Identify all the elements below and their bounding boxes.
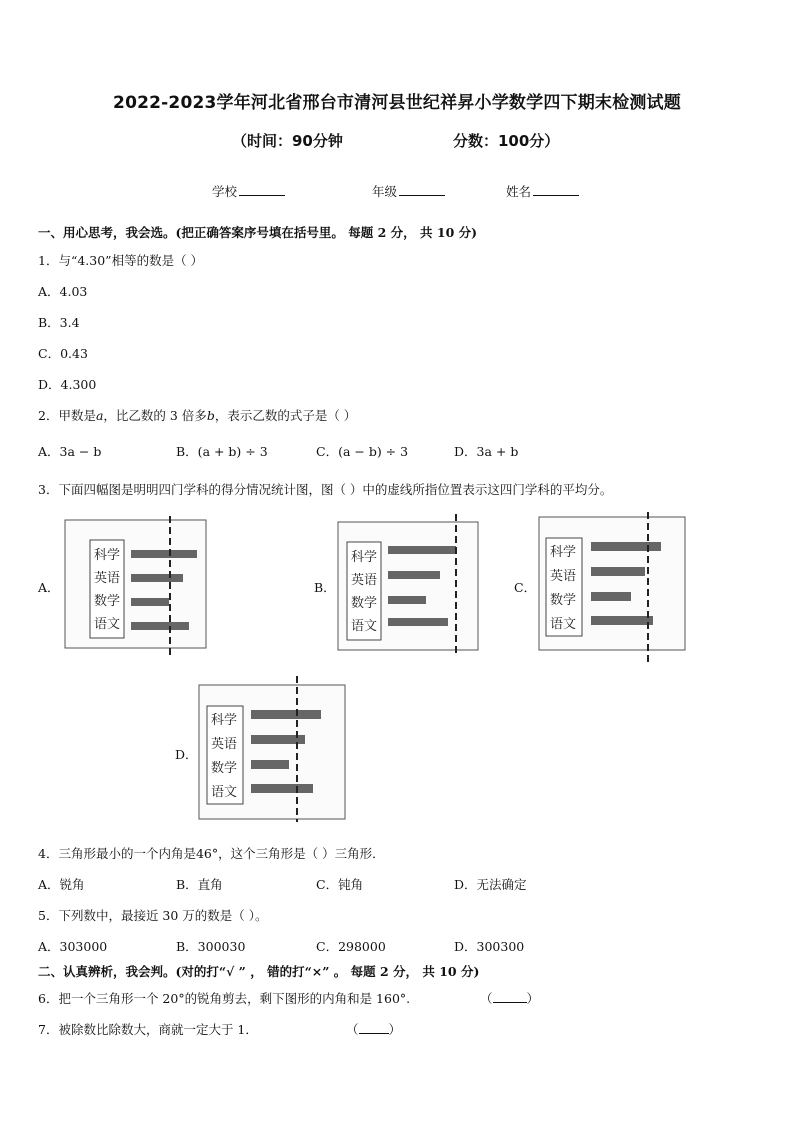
figure-d-bar-chinese (251, 784, 313, 793)
figure-c-chart[interactable] (538, 512, 688, 662)
question-2-stem: 2．甲数是a，比乙数的 3 倍多b，表示乙数的式子是（ ） (38, 408, 357, 423)
figure-a-subject-1: 科学 (94, 548, 121, 563)
exam-score: 分数：100分） (453, 132, 560, 150)
q1-option-c[interactable]: C．0.43 (38, 346, 88, 361)
question-1-stem: 1．与“4.30”相等的数是（ ） (38, 253, 204, 268)
figure-c-bar-science (591, 542, 661, 551)
question-6-stem: 6．把一个三角形一个 20°的锐角剪去，剩下图形的内角和是 160°. (38, 991, 411, 1006)
figure-d-bar-math (251, 760, 289, 769)
q5-option-b[interactable]: B．300030 (176, 939, 246, 954)
q4-option-a[interactable]: A．锐角 (38, 877, 85, 892)
school-blank[interactable] (239, 183, 285, 196)
figure-b-bar-math (388, 596, 426, 604)
q5-option-c[interactable]: C．298000 (316, 939, 386, 954)
question-7-stem: 7．被除数比除数大，商就一定大于 1． (38, 1022, 258, 1037)
figure-d-subject-3: 数学 (211, 761, 238, 776)
q5-option-d[interactable]: D．300300 (454, 939, 525, 954)
figure-b-bar-chinese (388, 618, 448, 626)
figure-c-subject-4: 语文 (550, 617, 577, 632)
q1-option-a[interactable]: A．4.03 (38, 284, 88, 299)
name-blank[interactable] (533, 183, 579, 196)
q1-option-b[interactable]: B．3.4 (38, 315, 80, 330)
figure-c-subject-2: 英语 (550, 569, 577, 584)
page-title: 2022-2023学年河北省邢台市清河县世纪祥昇小学数学四下期末检测试题 (113, 93, 681, 113)
figure-b-letter[interactable]: B． (314, 580, 336, 595)
q2-option-d[interactable]: D．3a + b (454, 444, 519, 459)
figure-a-subject-3: 数学 (94, 594, 121, 609)
figure-a-bar-english (131, 574, 183, 582)
figure-c-subject-1: 科学 (550, 545, 577, 560)
figure-d-letter[interactable]: D． (175, 747, 198, 762)
figure-b-bar-english (388, 571, 440, 579)
q7-answer-blank[interactable]: （ ） (346, 1022, 402, 1037)
figure-d-subject-2: 英语 (211, 737, 238, 752)
q4-option-c[interactable]: C．钝角 (316, 877, 364, 892)
section-1-heading: 一、用心思考，我会选。(把正确答案序号填在括号里。 每题 2 分， 共 10 分) (38, 225, 478, 240)
figure-b-subject-3: 数学 (351, 596, 378, 611)
figure-d-subject-4: 语文 (211, 785, 238, 800)
figure-c-subject-3: 数学 (550, 593, 577, 608)
figure-b-subject-4: 语文 (351, 619, 378, 634)
figure-b-chart[interactable] (337, 514, 481, 654)
school-field[interactable]: 学校 (212, 182, 285, 200)
q2-option-c[interactable]: C．(a − b) ÷ 3 (316, 444, 409, 459)
figure-c-bar-chinese (591, 616, 653, 625)
figure-c-letter[interactable]: C． (514, 580, 537, 595)
q4-option-b[interactable]: B．直角 (176, 877, 223, 892)
figure-d-bar-science (251, 710, 321, 719)
figure-b-subject-2: 英语 (351, 573, 378, 588)
question-4-stem: 4．三角形最小的一个内角是46°，这个三角形是（ ）三角形． (38, 846, 385, 861)
figure-d-chart[interactable] (198, 676, 350, 822)
figure-a-chart[interactable] (64, 516, 210, 656)
q2-option-b[interactable]: B．(a + b) ÷ 3 (176, 444, 268, 459)
q1-option-d[interactable]: D．4.300 (38, 377, 97, 392)
figure-b-bar-science (388, 546, 456, 554)
exam-time: （时间：90分钟 (232, 132, 343, 150)
name-field[interactable]: 姓名 (506, 182, 579, 200)
figure-a-letter[interactable]: A． (38, 580, 60, 595)
q6-answer-blank[interactable]: （ ） (480, 991, 540, 1006)
figure-d-subject-1: 科学 (211, 713, 238, 728)
figure-b-subject-1: 科学 (351, 550, 378, 565)
grade-blank[interactable] (399, 183, 445, 196)
figure-a-subject-4: 语文 (94, 617, 121, 632)
section-2-heading: 二、认真辨析，我会判。(对的打“√ ” ， 错的打“×” 。 每题 2 分， 共 10 分) (38, 964, 480, 979)
figure-c-bar-english (591, 567, 645, 576)
figure-a-subject-2: 英语 (94, 571, 121, 586)
figure-a-bar-science (131, 550, 197, 558)
figure-a-bar-math (131, 598, 169, 606)
q4-option-d[interactable]: D．无法确定 (454, 877, 527, 892)
q2-option-a[interactable]: A．3a − b (38, 444, 102, 459)
q5-option-a[interactable]: A．303000 (38, 939, 108, 954)
figure-a-bar-chinese (131, 622, 189, 630)
question-3-stem: 3．下面四幅图是明明四门学科的得分情况统计图，图（ ）中的虚线所指位置表示这四门学科的平均分。 (38, 482, 613, 497)
grade-field[interactable]: 年级 (372, 182, 445, 200)
figure-c-bar-math (591, 592, 631, 601)
question-5-stem: 5．下列数中，最接近 30 万的数是（ ）。 (38, 908, 268, 923)
